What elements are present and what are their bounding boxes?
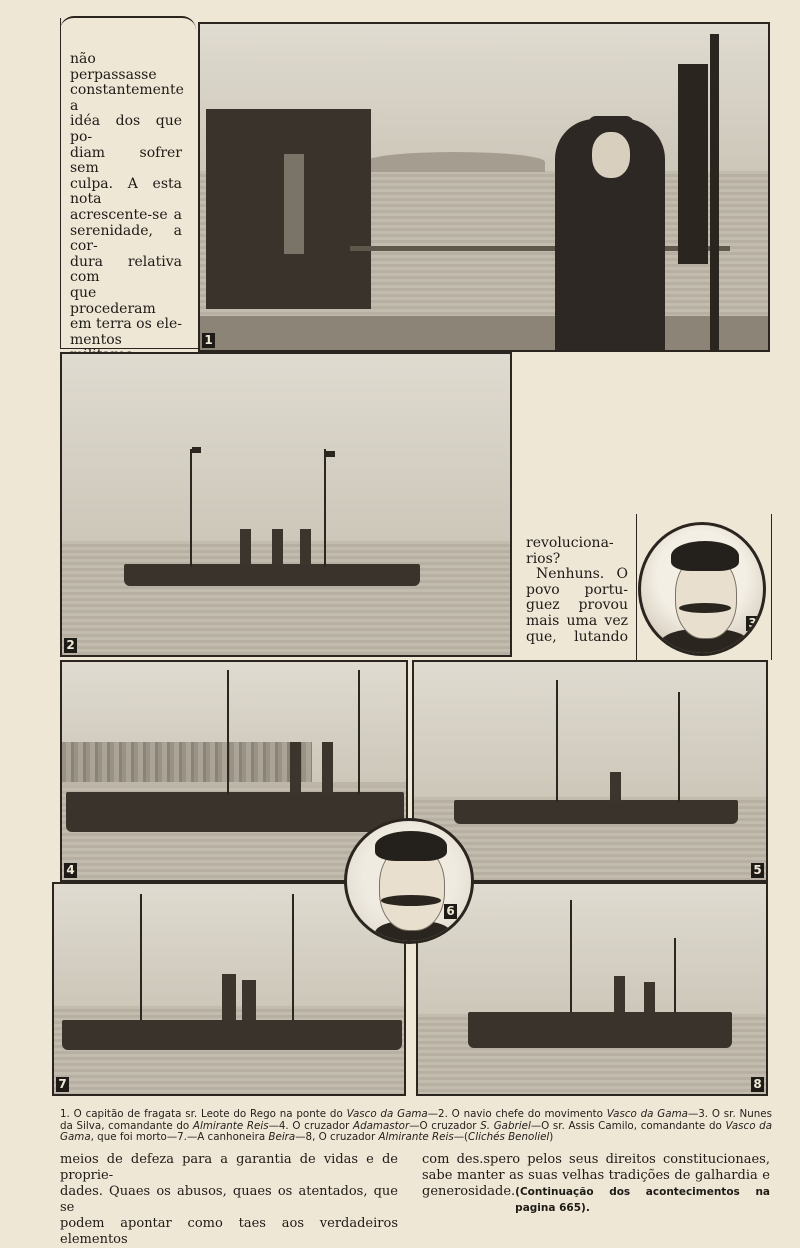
mid-line: mais uma vez: [526, 612, 628, 629]
mid-line: rios?: [526, 550, 561, 567]
body-line-end: generosidade.: [422, 1184, 516, 1199]
intro-line: não perpassasse: [70, 51, 157, 83]
almirante-reis-hull: [468, 1012, 732, 1048]
bottom-right-text: [422, 1152, 770, 1216]
caption-ship-name: Beira: [268, 1131, 296, 1143]
caption-part: —2. O navio chefe do movimento: [427, 1108, 607, 1120]
body-line: meios de defeza para a garantia de vidas e de proprie-: [60, 1152, 398, 1183]
flagship-flag: [192, 447, 201, 453]
mast-pole: [710, 34, 719, 352]
flagship-funnel: [240, 529, 251, 565]
body-line: sabe manter as suas velhas tradições de galhardia e: [422, 1168, 770, 1183]
photo-captain-on-bridge: [198, 22, 770, 352]
flagship-flag: [326, 451, 335, 457]
body-line: com des.spero pelos seus direitos constitucionaes,: [422, 1152, 770, 1167]
intro-line: diam sofrer sem: [70, 144, 182, 177]
beira-funnel: [222, 974, 236, 1020]
figure-caption: [60, 1109, 772, 1144]
adamastor-hull: [66, 792, 404, 832]
captain-face: [592, 132, 630, 178]
ship-rail: [350, 246, 730, 251]
intro-line: em terra os ele-: [70, 316, 182, 333]
caption-part: 1. O capitão de fragata sr. Leote do Rego na ponte do: [60, 1108, 347, 1120]
portrait-moustache: [381, 895, 441, 906]
photo-number-8: 8: [751, 1077, 764, 1092]
portrait-hair: [375, 831, 447, 861]
caption-part: —(: [453, 1131, 469, 1143]
caption-part: —O cruzador: [409, 1119, 481, 1132]
caption-ship-name: Vasco da Gama: [346, 1108, 428, 1120]
intro-line: idéa dos que po-: [70, 113, 182, 145]
photo-cruiser-almirante-reis: [416, 882, 768, 1096]
flag-dark: [678, 64, 708, 264]
caption-credit: Clichés Benoliel: [468, 1131, 550, 1143]
almirante-reis-mast: [674, 938, 676, 1012]
almirante-reis-funnel: [614, 976, 625, 1012]
s-gabriel-mast: [556, 680, 558, 802]
intro-line: constantemente a: [70, 82, 184, 114]
s-gabriel-mast: [678, 692, 680, 802]
flagship-mast: [324, 449, 326, 567]
portrait-moustache: [679, 603, 731, 613]
photo-number-2: 2: [64, 638, 77, 653]
caption-ship-name: Vasco da Gama: [606, 1108, 688, 1120]
portrait-nunes-da-silva: [638, 522, 766, 656]
caption-part: ): [549, 1131, 554, 1143]
flagship-hull: [124, 564, 420, 586]
beira-funnel: [242, 980, 256, 1020]
continuation-note: (Continuação dos acontecimentos na pagina 665).: [515, 1186, 770, 1214]
gun-barrel: [284, 154, 304, 254]
deck: [200, 316, 770, 352]
flagship-funnel: [300, 529, 311, 565]
beira-hull: [62, 1020, 402, 1050]
almirante-reis-mast: [570, 900, 572, 1012]
captain-cap: [588, 116, 634, 132]
body-line: podem apontar como taes aos verdadeiros elementos: [60, 1216, 398, 1247]
mid-line: que, lutando: [526, 628, 628, 645]
caption-ship-name: Almirante Reis: [192, 1119, 269, 1132]
adamastor-funnel: [322, 742, 333, 794]
adamastor-funnel: [290, 742, 301, 794]
flagship-funnel: [272, 529, 283, 565]
photo-number-5: 5: [751, 863, 764, 878]
beira-mast: [140, 894, 142, 1020]
flagship-mast: [190, 449, 192, 567]
s-gabriel-hull: [454, 800, 738, 824]
caption-ship-name: Adamastor: [353, 1119, 410, 1132]
caption-part: —8, O cruzador: [295, 1131, 379, 1143]
photo-flagship: [60, 352, 512, 657]
photo-number-3: 3: [746, 616, 759, 631]
adamastor-mast: [358, 670, 360, 794]
caption-ship-name: S. Gabriel: [480, 1119, 531, 1132]
mid-line: revoluciona-: [526, 535, 614, 551]
caption-part: —3. O sr. Nunes da Silva, comandante do: [60, 1108, 772, 1132]
photo-number-4: 4: [64, 863, 77, 878]
adamastor-mast: [227, 670, 229, 794]
almirante-reis-funnel: [644, 982, 655, 1012]
intro-line: que procederam: [70, 284, 156, 317]
caption-part: , que foi morto—7.—A canhoneira: [90, 1131, 269, 1143]
mid-column-text: [526, 536, 628, 645]
portrait-hair: [671, 541, 739, 571]
city-skyline: [62, 742, 312, 782]
ornament-scroll: [60, 16, 196, 42]
intro-line: acrescente-se a: [70, 206, 182, 223]
bottom-left-text: [60, 1152, 398, 1248]
caption-part: —4. O cruzador: [268, 1119, 354, 1132]
intro-line: culpa. A esta nota: [70, 175, 182, 208]
caption-ship-name: Vasco da Gama: [60, 1119, 773, 1143]
s-gabriel-funnel: [610, 772, 621, 802]
photo-number-7: 7: [56, 1077, 69, 1092]
beira-mast: [292, 894, 294, 1020]
photo-number-6: 6: [444, 904, 457, 919]
mid-line: Nenhuns. O: [536, 566, 628, 583]
mid-line: guez provou: [526, 597, 628, 614]
body-line: dades. Quaes os abusos, quaes os atentados, que se: [60, 1184, 398, 1215]
portrait-assis-camilo: [344, 818, 474, 944]
intro-line: mentos: [70, 331, 122, 348]
photo-number-1: 1: [202, 333, 215, 348]
mid-line: povo portu-: [526, 581, 628, 598]
intro-line: serenidade, a cor-: [70, 222, 182, 255]
body-line-last: [422, 1184, 770, 1216]
intro-line: dura relativa com: [70, 253, 182, 286]
caption-part: —O sr. Assis Camilo, comandante do: [530, 1119, 726, 1132]
distant-coast: [365, 152, 545, 172]
caption-ship-name: Almirante Reis: [378, 1131, 454, 1143]
